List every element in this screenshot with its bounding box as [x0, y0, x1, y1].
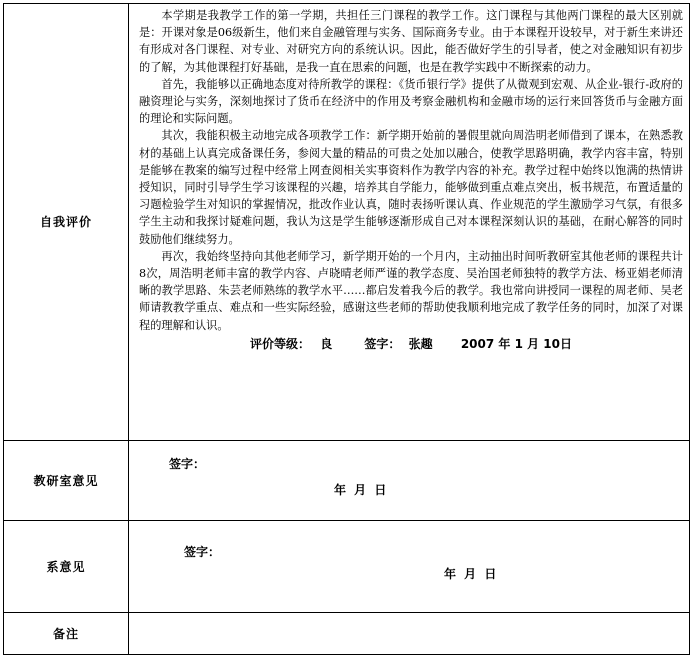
teaching-office-label: 教研室意见: [4, 440, 129, 520]
remarks-label: 备注: [4, 613, 129, 655]
remarks-row: [4, 613, 690, 655]
teaching-office-date: 年 月 日: [334, 482, 389, 497]
department-content: [129, 521, 690, 613]
department-label: 系意见: [4, 521, 129, 613]
self-evaluation-row: [4, 4, 690, 441]
evaluation-paragraph-1: 本学期是我教学工作的第一学期，共担任三门课程的教学工作。这门课程与其他两门课程的最大区别就是：开课对象是06级新生，他们来自金融管理与实务、国际商务专业。由于本课程开设较早，对于新生来讲还有形成对各门课程、对专业、对研究方向的系统认识。因此，能否做好学生的引导者，使之对金融知识有初步的了解，为其他课程打好基础，是我一直在思索的问题，也是在教学实践中不断探索的动力。: [139, 9, 683, 74]
department-signature-label: 签字：: [184, 545, 221, 560]
department-row: [4, 521, 690, 613]
department-date: 年 月 日: [444, 567, 499, 582]
rating-value: 良: [320, 336, 333, 351]
evaluation-paragraph-2: 首先，我能够以正确地态度对待所教学的课程：《货币银行学》提供了从微观到宏观、从企业-银行-政府的融资理论与实务，深刻地探讨了货币在经济中的作用及考察金融机构和金融市场的运行来回答货币与金融方面的理论和实际问题。: [139, 77, 683, 126]
evaluation-paragraph-3: 其次，我能积极主动地完成各项教学工作：新学期开始前的暑假里就向周浩明老师借到了课本，在熟悉教材的基础上认真完成备课任务，参阅大量的精品的可贵之处加以融合，使教学思路明确，教学内容丰富，特别是能够在教案的编写过程中经常上网查阅相关实事资料作为教学内容的补充。教学过程中始终以饱满的热情讲授知识，同时引导学生学习该课程的兴趣，培养其自学能力，能够做到重点难点突出，板书规范，布置适量的习题检验学生对知识的掌握情况，批改作业认真，随时表扬听课认真、作业规范的学生激励学习气氛，有很多学生主动和我探讨疑难问题，我认为这是学生能够逐渐形成自己对本课程深刻认识的基础，在耐心解答的同时鼓励他们继续努力。: [139, 129, 683, 246]
evaluation-paragraph-4: 再次，我始终坚持向其他老师学习，新学期开始的一个月内，主动抽出时间听教研室其他老师的课程共计8次，周浩明老师丰富的教学内容、卢晓晴老师严谨的教学态度、吴治国老师独特的教学方法、杨亚娟老师清晰的教学思路、朱芸老师熟练的教学水平……都启发着我今后的教学。我也常向讲授同一课程的周老师、吴老师请教教学重点、难点和一些实际经验，感谢这些老师的帮助使我顺利地完成了教学任务的同时，加深了对课程的理解和认识。: [139, 249, 683, 332]
teaching-office-content: [129, 440, 690, 520]
signature-name: 张趣: [408, 336, 433, 351]
self-evaluation-label: 自我评价: [4, 4, 129, 441]
self-evaluation-content: [129, 4, 690, 441]
rating-label: 评价等级：: [250, 336, 311, 351]
remarks-content[interactable]: [129, 613, 690, 655]
teaching-office-signature-label: 签字：: [169, 456, 206, 471]
teaching-office-row: [4, 440, 690, 520]
evaluation-form-table: [3, 3, 690, 655]
evaluation-date: 2007 年 1 月 10日: [460, 336, 572, 351]
rating-line: [139, 336, 683, 352]
signature-label: 签字：: [364, 336, 401, 351]
